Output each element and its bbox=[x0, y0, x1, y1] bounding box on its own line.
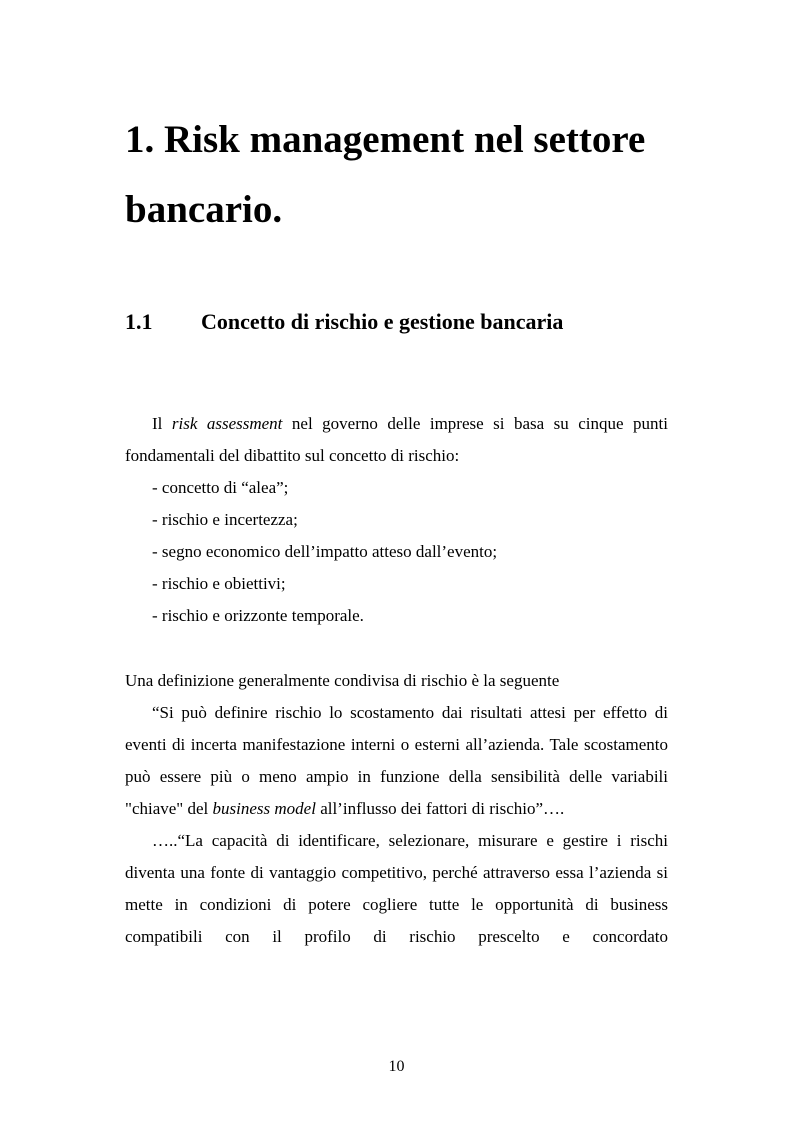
section-heading: Concetto di rischio e gestione bancaria bbox=[201, 309, 564, 334]
definition-intro: Una definizione generalmente condivisa di rischio è la seguente bbox=[125, 671, 560, 690]
quote-paragraph-2: …..“La capacità di identificare, selezionare, misurare e gestire i rischi diventa una fonte di vantaggio competitivo, perché attraverso essa l’azienda si mette in condizioni di potere cogliere tutte le opportunità di business compatibili con il profilo di rischio prescelto e concordato bbox=[125, 831, 668, 946]
section-title bbox=[125, 306, 563, 338]
quote1-before: “Si può definire rischio lo scostamento dai risultati attesi per effetto di eventi di incerta manifestazione interni o esterni all’azienda. Tale scostamento può essere più o meno ampio in funzione della sensibilità delle variabili "chiave" del bbox=[125, 703, 668, 818]
list-item: - rischio e obiettivi; bbox=[152, 574, 286, 593]
definition-block bbox=[125, 665, 668, 953]
intro-paragraph bbox=[125, 408, 668, 472]
quote1-emphasis: business model bbox=[212, 799, 316, 818]
list-item: - rischio e orizzonte temporale. bbox=[152, 606, 364, 625]
chapter-title-line1: 1. Risk management nel settore bbox=[125, 118, 646, 161]
intro-emphasis: risk assessment bbox=[171, 414, 283, 433]
list-item: - segno economico dell’impatto atteso dall’evento; bbox=[152, 542, 498, 561]
chapter-title bbox=[125, 105, 668, 245]
section-number: 1.1 bbox=[125, 309, 153, 334]
list-item: - rischio e incertezza; bbox=[152, 510, 298, 529]
intro-rest: nel governo delle imprese si basa su cinque punti fondamentali del dibattito sul concetto di rischio: bbox=[125, 414, 669, 465]
quote-paragraph-1 bbox=[125, 697, 668, 825]
document-page bbox=[125, 0, 668, 1123]
intro-block bbox=[125, 408, 668, 632]
quote1-after: all’influsso dei fattori di rischio”…. bbox=[315, 799, 565, 818]
list-item: - concetto di “alea”; bbox=[152, 478, 289, 497]
page-number: 10 bbox=[388, 1058, 405, 1075]
chapter-title-line2: bancario. bbox=[125, 188, 283, 231]
intro-prefix: Il bbox=[152, 414, 172, 433]
